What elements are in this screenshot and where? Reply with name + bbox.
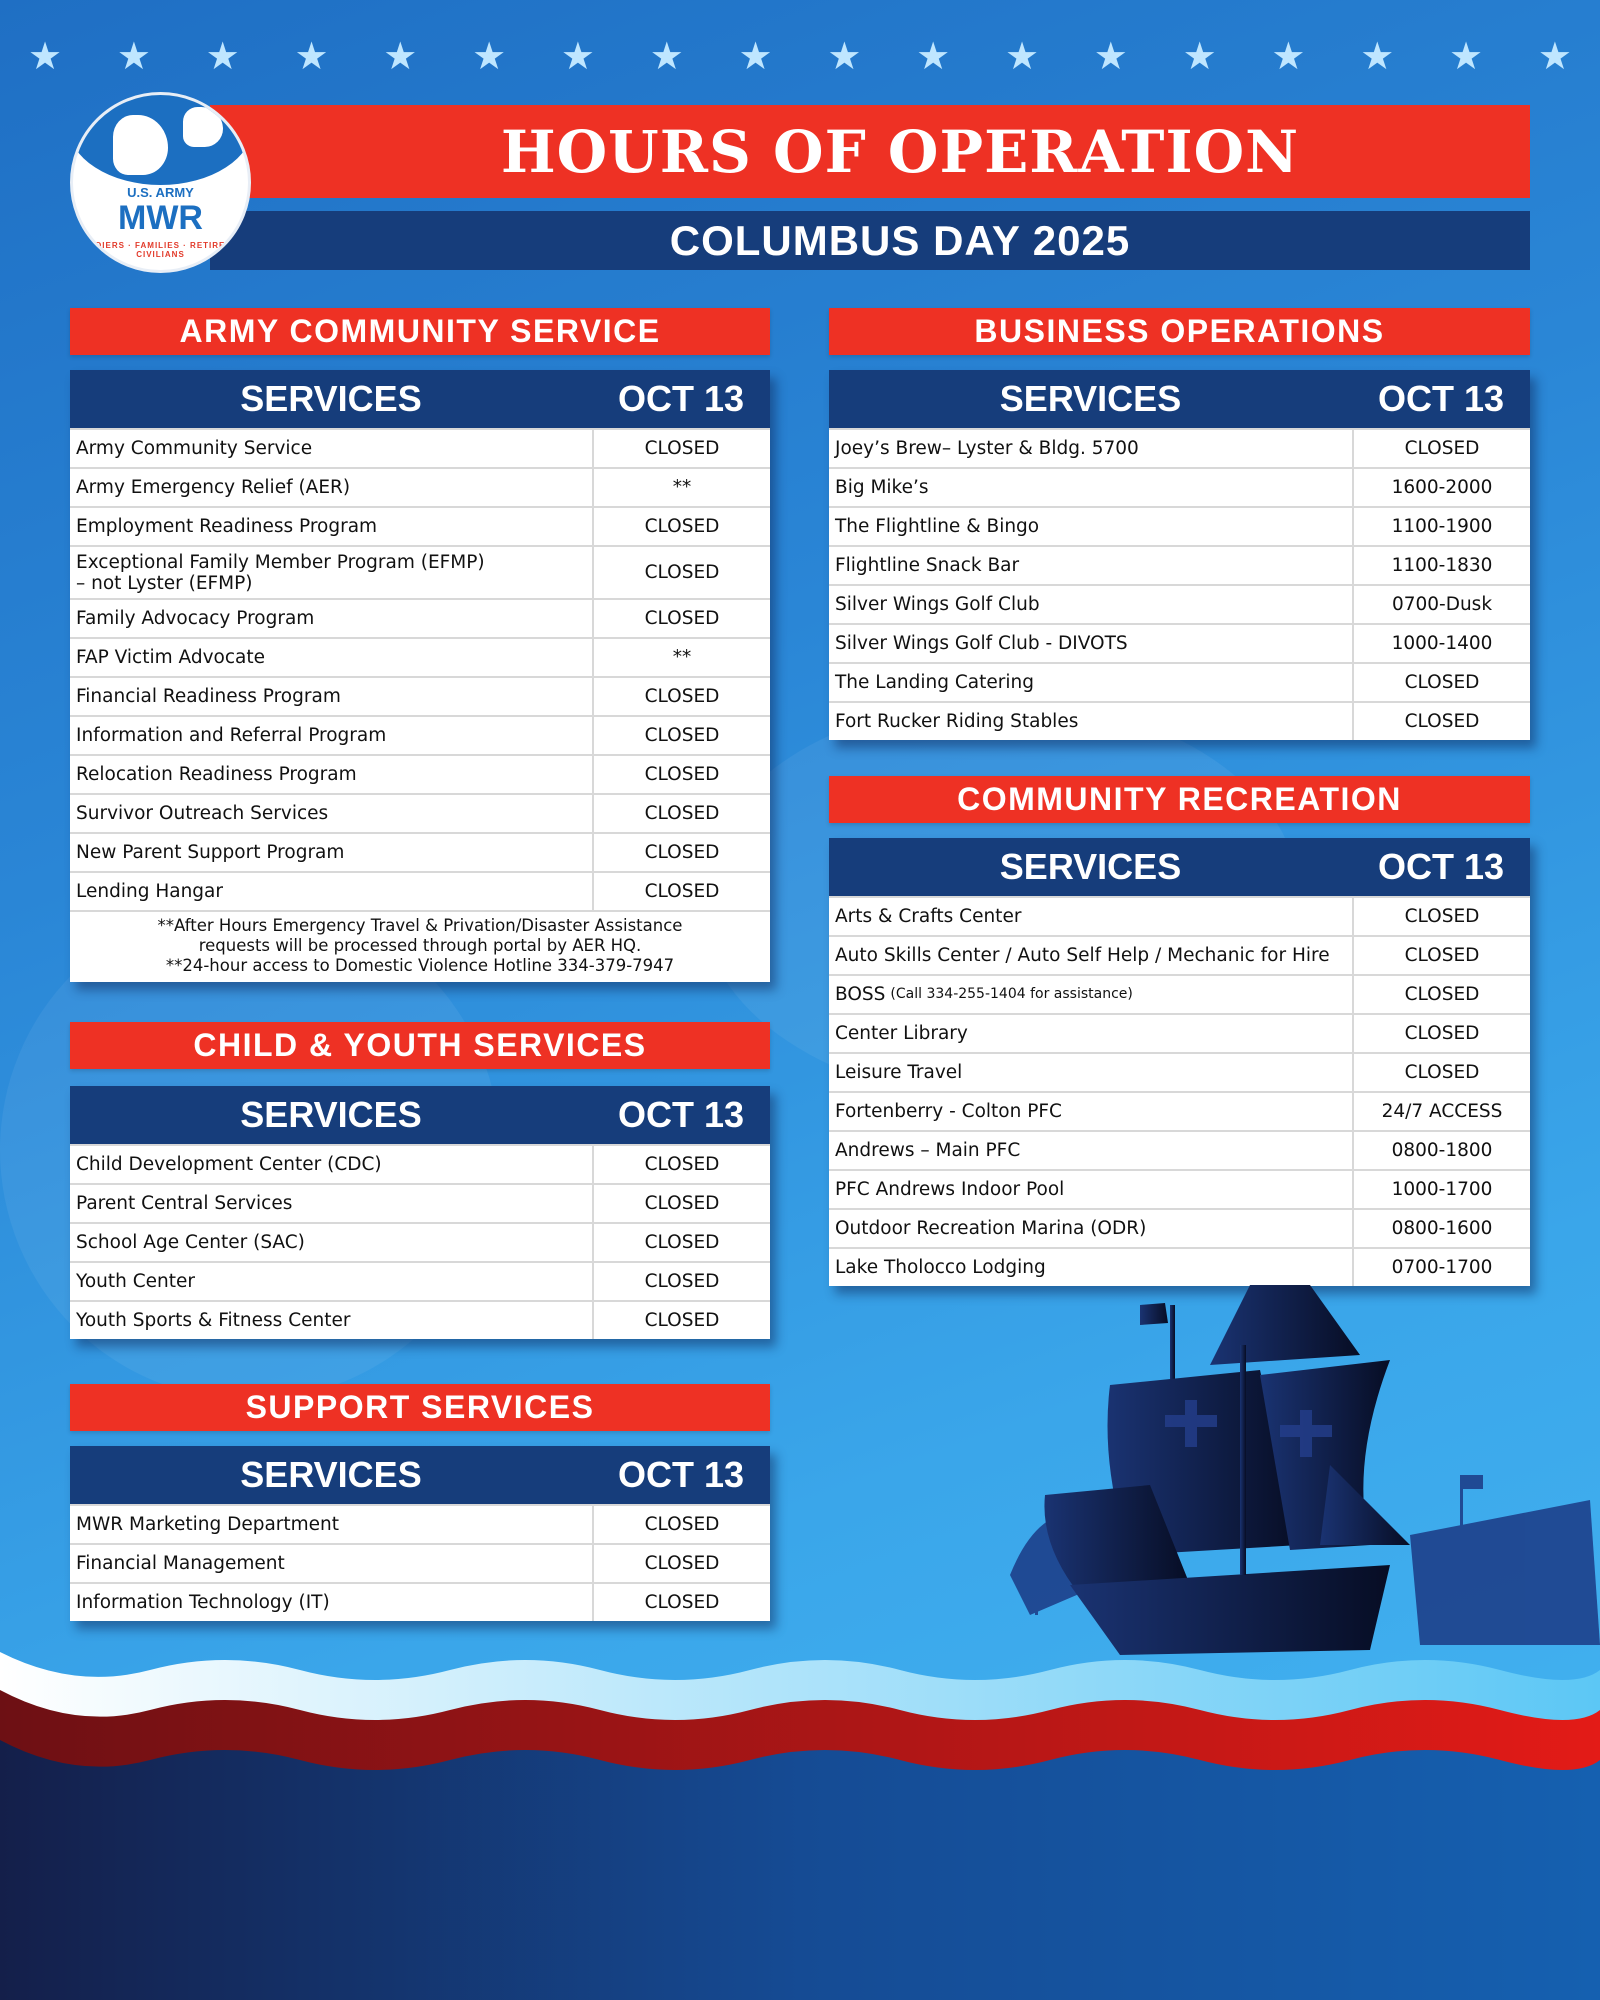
service-hours: CLOSED xyxy=(644,686,720,707)
table-community xyxy=(829,838,1530,1286)
col-header-services: SERVICES xyxy=(240,1094,422,1135)
service-name: Lake Tholocco Lodging xyxy=(829,1249,1354,1286)
mwr-logo xyxy=(70,92,251,273)
table-row xyxy=(70,1582,770,1621)
table-header xyxy=(829,370,1530,428)
service-name: Youth Sports & Fitness Center xyxy=(70,1302,594,1339)
service-name: Lending Hangar xyxy=(70,873,594,910)
service-name: Silver Wings Golf Club xyxy=(829,586,1354,623)
table-row xyxy=(70,871,770,910)
service-name: Fort Rucker Riding Stables xyxy=(829,703,1354,740)
table-row xyxy=(70,1300,770,1339)
service-hours: CLOSED xyxy=(1404,1023,1480,1044)
star-icon: ★ xyxy=(383,34,418,78)
table-header xyxy=(70,370,770,428)
service-hours: 0700-Dusk xyxy=(1391,594,1493,615)
table-header xyxy=(70,1086,770,1144)
logo-main-text: MWR xyxy=(118,199,203,237)
service-name: Arts & Crafts Center xyxy=(829,898,1354,935)
service-hours: CLOSED xyxy=(644,1271,720,1292)
service-name: Parent Central Services xyxy=(70,1185,594,1222)
table-row xyxy=(829,1052,1530,1091)
star-icon: ★ xyxy=(294,34,329,78)
service-hours: 0800-1600 xyxy=(1391,1218,1493,1239)
table-row xyxy=(70,428,770,467)
service-name: Fortenberry - Colton PFC xyxy=(829,1093,1354,1130)
col-header-date: OCT 13 xyxy=(617,378,745,419)
table-row xyxy=(829,1247,1530,1286)
footnote-line: **24-hour access to Domestic Violence Hotline 334-379-7947 xyxy=(165,956,675,975)
table-row xyxy=(829,623,1530,662)
service-hours: CLOSED xyxy=(644,1154,720,1175)
footnote xyxy=(70,910,770,982)
table-support xyxy=(70,1446,770,1621)
star-icon: ★ xyxy=(205,34,240,78)
table-cys xyxy=(70,1086,770,1339)
service-hours: CLOSED xyxy=(1404,672,1480,693)
subtitle-banner xyxy=(210,211,1530,270)
service-name: Survivor Outreach Services xyxy=(70,795,594,832)
col-header-services: SERVICES xyxy=(240,378,422,419)
section-title-support: SUPPORT SERVICES xyxy=(70,1384,770,1431)
star-icon: ★ xyxy=(472,34,507,78)
star-icon: ★ xyxy=(1271,34,1306,78)
service-hours: CLOSED xyxy=(1404,438,1480,459)
service-hours: 1000-1700 xyxy=(1391,1179,1493,1200)
service-name: Auto Skills Center / Auto Self Help / Mechanic for Hire xyxy=(829,937,1354,974)
section-title-business: BUSINESS OPERATIONS xyxy=(829,308,1530,355)
service-name: PFC Andrews Indoor Pool xyxy=(829,1171,1354,1208)
service-name: FAP Victim Advocate xyxy=(70,639,594,676)
table-row xyxy=(829,428,1530,467)
table-row xyxy=(829,1091,1530,1130)
table-row xyxy=(829,1208,1530,1247)
service-hours: 1100-1830 xyxy=(1391,555,1493,576)
service-name: Youth Center xyxy=(70,1263,594,1300)
col-header-date: OCT 13 xyxy=(617,1454,745,1495)
continent-shape xyxy=(183,107,223,147)
table-row xyxy=(829,662,1530,701)
table-row xyxy=(829,506,1530,545)
small-ship-right xyxy=(1410,1475,1600,1645)
ship-illustration xyxy=(990,1285,1600,1665)
service-hours: CLOSED xyxy=(644,842,720,863)
service-name: Center Library xyxy=(829,1015,1354,1052)
service-hours: 0700-1700 xyxy=(1391,1257,1493,1278)
table-row xyxy=(70,754,770,793)
star-icon: ★ xyxy=(560,34,595,78)
service-name: Big Mike’s xyxy=(829,469,1354,506)
service-name: Andrews – Main PFC xyxy=(829,1132,1354,1169)
service-hours: CLOSED xyxy=(644,438,720,459)
service-hours: CLOSED xyxy=(644,1193,720,1214)
section-title-acs: ARMY COMMUNITY SERVICE xyxy=(70,308,770,355)
table-row xyxy=(70,467,770,506)
service-name: MWR Marketing Department xyxy=(70,1506,594,1543)
table-row xyxy=(829,584,1530,623)
table-row xyxy=(829,1169,1530,1208)
star-icon: ★ xyxy=(116,34,151,78)
table-row xyxy=(70,832,770,871)
service-name: Army Emergency Relief (AER) xyxy=(70,469,594,506)
title-banner xyxy=(210,105,1530,198)
service-hours: CLOSED xyxy=(644,1553,720,1574)
service-name: Employment Readiness Program xyxy=(70,508,594,545)
col-header-date: OCT 13 xyxy=(617,1094,745,1135)
table-row xyxy=(829,1130,1530,1169)
table-row xyxy=(829,467,1530,506)
service-hours: 1100-1900 xyxy=(1391,516,1493,537)
star-icon: ★ xyxy=(649,34,684,78)
service-name: Outdoor Recreation Marina (ODR) xyxy=(829,1210,1354,1247)
star-icon: ★ xyxy=(1004,34,1040,78)
service-name: Financial Readiness Program xyxy=(70,678,594,715)
service-name: Financial Management xyxy=(70,1545,594,1582)
service-hours: CLOSED xyxy=(1404,906,1480,927)
service-hours: CLOSED xyxy=(1404,1062,1480,1083)
table-row xyxy=(70,1222,770,1261)
service-hours: 24/7 ACCESS xyxy=(1381,1101,1503,1122)
table-row xyxy=(70,545,770,598)
table-business xyxy=(829,370,1530,740)
table-row xyxy=(70,1183,770,1222)
service-hours: CLOSED xyxy=(644,881,720,902)
section-title-cys: CHILD & YOUTH SERVICES xyxy=(70,1022,770,1069)
table-row xyxy=(829,896,1530,935)
table-row xyxy=(70,715,770,754)
main-ship xyxy=(1044,1285,1410,1655)
service-name: Relocation Readiness Program xyxy=(70,756,594,793)
table-row xyxy=(829,545,1530,584)
logo-ring-text: SOLDIERS · FAMILIES · RETIREES · CIVILIANS xyxy=(76,241,245,259)
wave-navy xyxy=(0,1740,1600,2000)
table-header xyxy=(70,1446,770,1504)
table-row xyxy=(70,506,770,545)
service-hours: 0800-1800 xyxy=(1391,1140,1493,1161)
star-icon: ★ xyxy=(1093,34,1128,78)
star-icon: ★ xyxy=(1537,34,1572,78)
col-header-services: SERVICES xyxy=(999,846,1182,887)
star-icon: ★ xyxy=(1360,34,1395,78)
col-header-services: SERVICES xyxy=(999,378,1182,419)
service-hours: CLOSED xyxy=(644,516,720,537)
service-name: New Parent Support Program xyxy=(70,834,594,871)
table-acs xyxy=(70,370,770,982)
table-row xyxy=(70,1261,770,1300)
wave-decoration xyxy=(0,1640,1600,2000)
service-hours: CLOSED xyxy=(1404,945,1480,966)
table-row xyxy=(829,1013,1530,1052)
page-subtitle: COLUMBUS DAY 2025 xyxy=(669,216,1131,264)
table-row xyxy=(70,637,770,676)
table-row xyxy=(70,1504,770,1543)
service-name: Child Development Center (CDC) xyxy=(70,1146,594,1183)
table-row xyxy=(70,598,770,637)
service-name: Exceptional Family Member Program (EFMP) – not Lyster (EFMP) xyxy=(70,547,594,598)
service-name: Family Advocacy Program xyxy=(70,600,594,637)
service-name: School Age Center (SAC) xyxy=(70,1224,594,1261)
service-hours: ** xyxy=(672,647,692,668)
service-hours: 1000-1400 xyxy=(1391,633,1493,654)
service-name: Information Technology (IT) xyxy=(70,1584,594,1621)
table-row xyxy=(70,793,770,832)
service-hours: CLOSED xyxy=(644,764,720,785)
stars-row xyxy=(28,36,1572,76)
table-row xyxy=(70,676,770,715)
service-name: Leisure Travel xyxy=(829,1054,1354,1091)
table-row xyxy=(829,701,1530,740)
table-row xyxy=(829,974,1530,1013)
service-name: Flightline Snack Bar xyxy=(829,547,1354,584)
section-title-community: COMMUNITY RECREATION xyxy=(829,776,1530,823)
service-note: (Call 334-255-1404 for assistance) xyxy=(890,986,1133,1002)
service-name: The Landing Catering xyxy=(829,664,1354,701)
service-hours: CLOSED xyxy=(644,803,720,824)
col-header-date: OCT 13 xyxy=(1377,846,1505,887)
col-header-date: OCT 13 xyxy=(1377,378,1505,419)
star-icon: ★ xyxy=(28,34,63,78)
service-hours: CLOSED xyxy=(644,1310,720,1331)
table-row xyxy=(70,1144,770,1183)
service-hours: CLOSED xyxy=(644,1232,720,1253)
service-hours: 1600-2000 xyxy=(1391,477,1493,498)
footnote-line: **After Hours Emergency Travel & Privation/Disaster Assistance xyxy=(157,916,683,935)
service-name: Information and Referral Program xyxy=(70,717,594,754)
service-name: Army Community Service xyxy=(70,430,594,467)
service-hours: CLOSED xyxy=(644,1592,720,1613)
service-hours: CLOSED xyxy=(644,1514,720,1535)
service-hours: CLOSED xyxy=(644,562,720,583)
table-row xyxy=(70,1543,770,1582)
service-hours: CLOSED xyxy=(1404,984,1480,1005)
star-icon: ★ xyxy=(1449,34,1484,78)
service-hours: CLOSED xyxy=(644,608,720,629)
service-name: BOSS (Call 334-255-1404 for assistance) xyxy=(829,976,1354,1013)
star-icon: ★ xyxy=(738,34,773,78)
service-name: The Flightline & Bingo xyxy=(829,508,1354,545)
service-hours: ** xyxy=(672,477,692,498)
page-title: HOURS OF OPERATION xyxy=(500,117,1300,186)
table-header xyxy=(829,838,1530,896)
service-name: Joey’s Brew– Lyster & Bldg. 5700 xyxy=(829,430,1354,467)
star-icon: ★ xyxy=(1182,34,1217,78)
table-row xyxy=(829,935,1530,974)
footnote-line: requests will be processed through portal by AER HQ. xyxy=(198,936,642,955)
star-icon: ★ xyxy=(916,34,951,78)
service-hours: CLOSED xyxy=(1404,711,1480,732)
service-hours: CLOSED xyxy=(644,725,720,746)
service-name: Silver Wings Golf Club - DIVOTS xyxy=(829,625,1354,662)
star-icon: ★ xyxy=(827,34,862,78)
col-header-services: SERVICES xyxy=(240,1454,422,1495)
logo-top-text: U.S. ARMY xyxy=(127,185,194,200)
